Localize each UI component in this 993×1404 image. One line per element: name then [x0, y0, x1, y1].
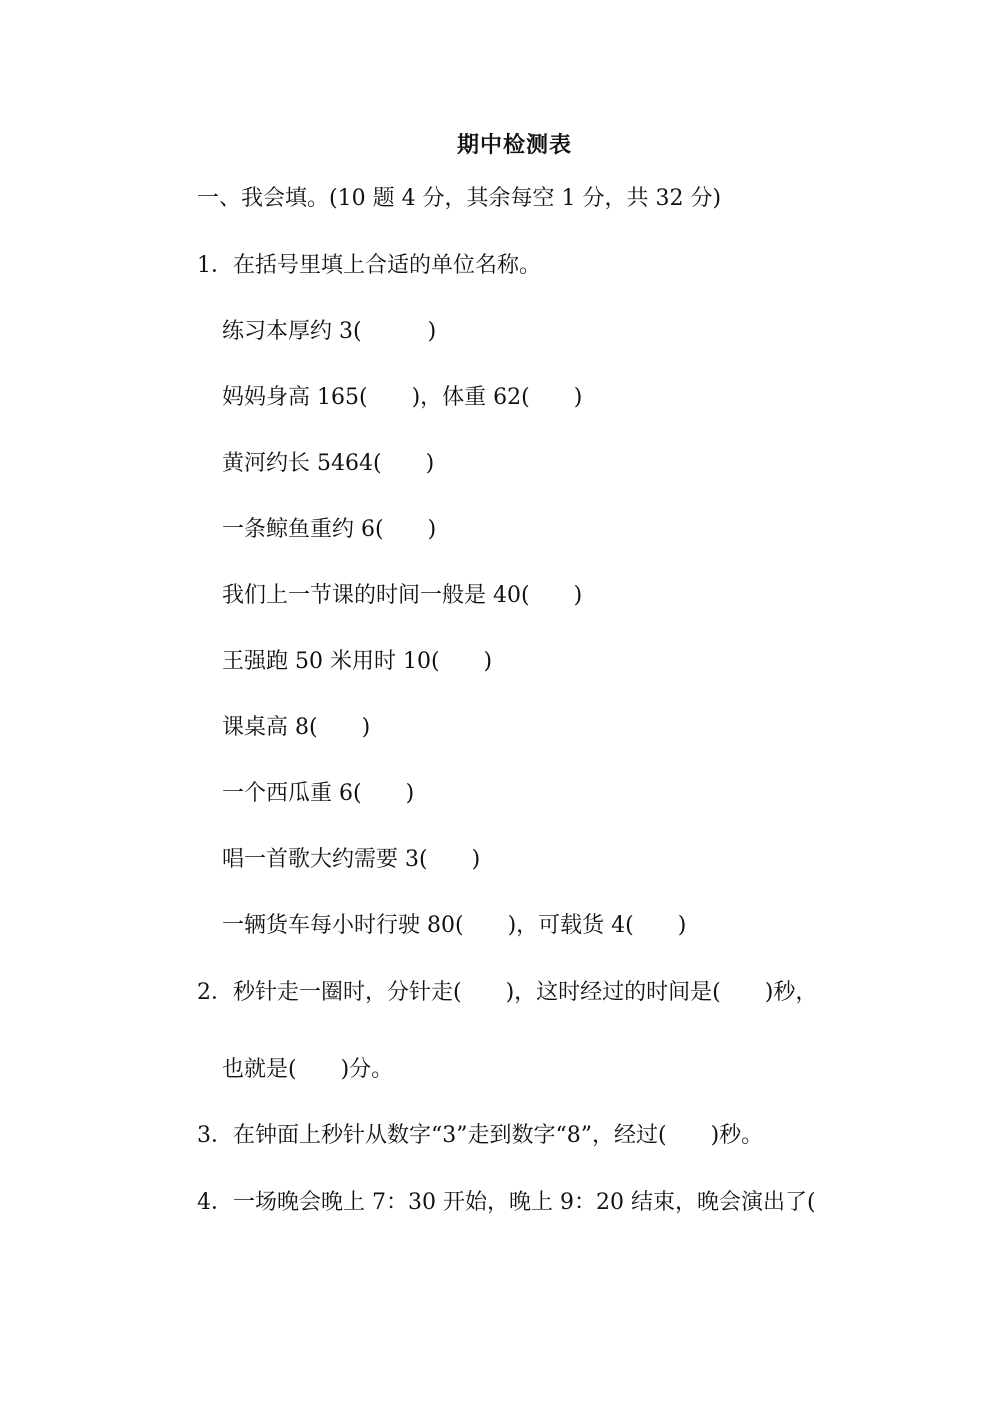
question-3: 3．在钟面上秒针从数字“3”走到数字“8”，经过( )秒。	[197, 1123, 764, 1148]
question-1-item: 唱一首歌大约需要 3( )	[222, 847, 481, 872]
question-1-item: 课桌高 8( )	[222, 715, 371, 740]
question-1-item: 一条鲸鱼重约 6( )	[222, 517, 437, 542]
question-1-item: 一辆货车每小时行驶 80( )，可载货 4( )	[222, 913, 687, 938]
question-1-item: 练习本厚约 3( )	[222, 319, 437, 344]
question-1-item: 我们上一节课的时间一般是 40( )	[222, 583, 583, 608]
question-1-item: 王强跑 50 米用时 10( )	[222, 649, 493, 674]
question-4: 4．一场晚会晚上 7：30 开始，晚上 9：20 结束，晚会演出了(	[197, 1190, 816, 1215]
question-1-item: 一个西瓜重 6( )	[222, 781, 415, 806]
question-1-item: 妈妈身高 165( )，体重 62( )	[222, 385, 583, 410]
question-2-line-2: 也就是( )分。	[222, 1057, 394, 1082]
question-1-item: 黄河约长 5464( )	[222, 451, 435, 476]
section-heading: 一、我会填。(10 题 4 分，其余每空 1 分，共 32 分)	[197, 186, 722, 211]
question-1-stem: 1．在括号里填上合适的单位名称。	[197, 253, 541, 278]
question-2-line-1: 2．秒针走一圈时，分针走( )，这时经过的时间是( )秒，	[197, 980, 818, 1005]
page-title: 期中检测表	[456, 132, 572, 158]
